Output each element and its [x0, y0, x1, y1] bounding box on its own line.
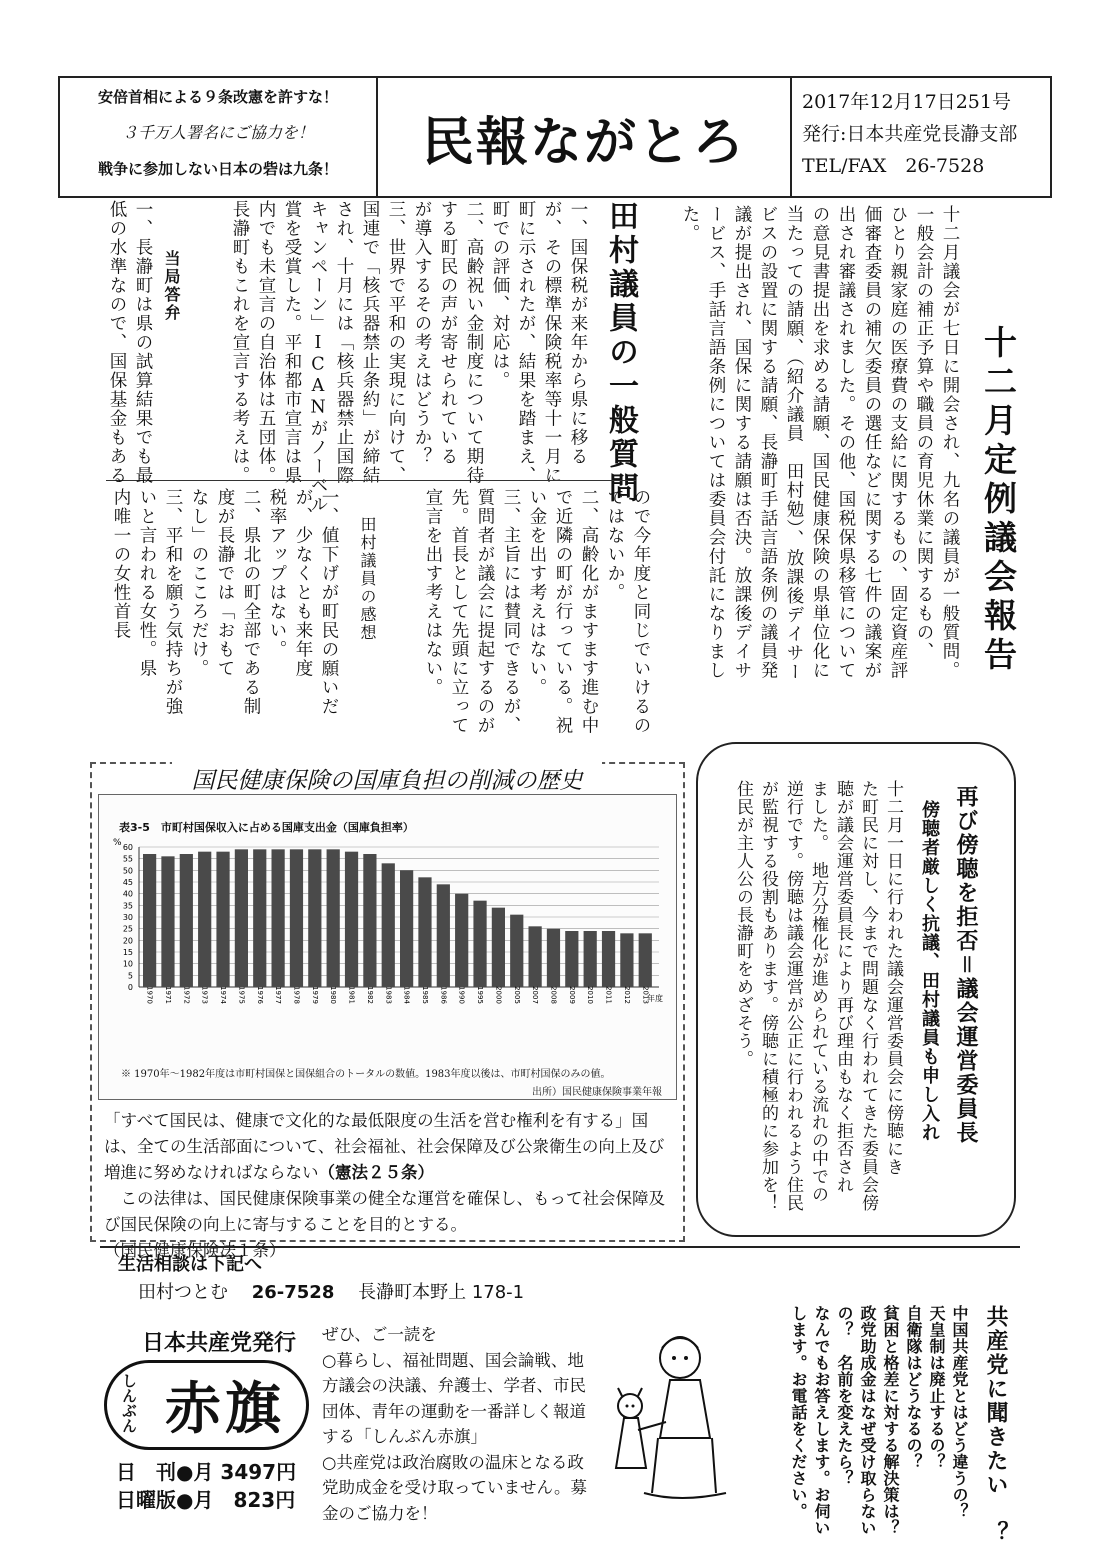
bar: [473, 901, 486, 987]
report-line: た。: [680, 205, 700, 243]
bar: [327, 849, 340, 987]
publisher: 発行:日本共産党長瀞支部: [802, 123, 1018, 145]
answer-heading: 当局答弁: [162, 250, 181, 322]
impression-line: が、少なくとも来年度: [293, 488, 313, 678]
qa-body: [787, 1305, 971, 1545]
impression-line: 度が長瀞では「おもて: [215, 488, 235, 678]
x-tick-label: 1970: [145, 986, 154, 1004]
akahata-logo-small: しんぶん: [120, 1373, 138, 1433]
report-line: の意見書提出を求める請願、国民健康保険の県単位化に: [810, 205, 830, 680]
report-line: 一般会計の補正予算や職員の育児休業に関するもの、: [914, 205, 934, 661]
answer-line: 低の水準なので、国保基金もある: [107, 200, 127, 485]
refusal-line: 聴が議会運営委員長により再び理由もなく拒否され: [833, 780, 853, 1194]
x-tick-label: 1981: [347, 986, 356, 1004]
y-tick-label: 55: [122, 854, 133, 864]
x-tick-label: 1983: [384, 986, 393, 1004]
refusal-line: 十二月一日に行われた議会運営委員会に傍聴にき: [883, 780, 903, 1176]
bottom-divider: [100, 1246, 1020, 1248]
consult-phone: 26-7528: [251, 1282, 335, 1303]
consult-info: [138, 1278, 524, 1304]
chart-section: [90, 762, 685, 1260]
report-line: 出され審議されました。その他、国税保県移管について: [836, 205, 856, 680]
x-tick-label: 2010: [586, 986, 595, 1004]
x-unit-label: 年度: [647, 994, 663, 1003]
y-tick-label: 60: [122, 843, 133, 852]
x-tick-label: 1973: [200, 986, 209, 1004]
chart-frame: [98, 794, 677, 1100]
y-tick-label: 25: [122, 924, 133, 934]
answer-line: ではないか。: [605, 488, 625, 602]
column-divider: [106, 480, 636, 481]
price-daily: 日 刊●月 3497円: [116, 1460, 297, 1484]
x-tick-label: 1980: [329, 986, 338, 1004]
akahata-prices: [116, 1458, 296, 1514]
refusal-line: ました。 地方分権化が進められている流れの中での: [808, 780, 828, 1204]
answer-line: 二、高齢化がますます進む中: [579, 488, 599, 735]
grandmother-child-illustration: [600, 1318, 740, 1508]
bar: [180, 854, 193, 987]
bar: [565, 931, 578, 987]
masthead-info: [792, 78, 1048, 196]
y-unit-label: %: [113, 838, 122, 848]
answer-line: 一、長瀞町は県の試算結果でも最: [133, 200, 153, 485]
impression-line: 内唯一の女性首長: [111, 488, 131, 640]
question-line: が導入するその考えはどうか？: [412, 200, 432, 466]
question-line: する町民の声が寄せられている: [438, 200, 458, 466]
x-tick-label: 2005: [512, 986, 521, 1004]
y-tick-label: 50: [122, 866, 133, 876]
bar: [455, 894, 468, 987]
consult-address: 長瀞町本野上 178-1: [358, 1282, 525, 1303]
x-tick-label: 2000: [494, 986, 503, 1004]
x-tick-label: 1985: [420, 986, 429, 1004]
answer-line: 宣言を出す考えはない。: [423, 488, 443, 697]
answer-line: 先。首長として先頭に立って: [449, 488, 469, 735]
bar: [143, 854, 156, 987]
y-tick-label: 15: [122, 948, 133, 957]
akahata-logo-big: 赤旗: [165, 1377, 285, 1442]
bar: [400, 870, 413, 987]
question-line: 町での評価、対応は。: [490, 200, 510, 390]
x-tick-label: 1975: [237, 986, 246, 1004]
tel-fax: TEL/FAX 26-7528: [802, 155, 985, 177]
bar: [253, 849, 266, 987]
qa-line: の？ 名前を変えたら？: [835, 1305, 854, 1487]
slogan-3: 戦争に参加しない日本の砦は九条！: [97, 160, 338, 178]
impression-line: いと言われる女性。県: [137, 488, 157, 678]
y-tick-label: 30: [122, 913, 133, 922]
y-tick-label: 0: [127, 983, 133, 992]
x-tick-label: 1984: [402, 986, 411, 1004]
report-line: 議が提出され、国保に関する請願は否決。放課後デイサ: [732, 205, 752, 680]
question-line: され、十月には「核兵器禁止国際: [334, 200, 354, 485]
question-line: 国連で「核兵器禁止条約」が締結: [360, 200, 380, 485]
question-line: 二、高齢祝い金制度について期待: [464, 200, 484, 485]
question-line: 一、国保税が来年から県に移る: [568, 200, 588, 466]
qa-line: 自衛隊はどうなるの？: [904, 1305, 923, 1470]
x-tick-label: 1972: [182, 986, 191, 1004]
x-tick-label: 1974: [219, 986, 228, 1004]
consult-name: 田村つとむ: [138, 1282, 228, 1303]
report-line: ビスの設置に関する請願、長瀞町手話言語条例の議員発: [758, 205, 778, 680]
refusal-body: [730, 780, 905, 1212]
article25-text: 「すべて国民は、健康で文化的な最低限度の生活を営む権利を有する」国は、全ての生活部面について、社会福祉、社会保障及び公衆衛生の向上及び増進に努めなければならない: [104, 1111, 665, 1182]
answer-line: い金を出す考えはない。: [527, 488, 547, 697]
bar: [363, 854, 376, 987]
chart-source: 出所）国民健康保険事業年報: [532, 1087, 662, 1098]
akahata-label: 日本共産党発行: [141, 1331, 296, 1356]
question-body: [227, 200, 591, 514]
x-tick-label: 1982: [365, 986, 374, 1004]
x-tick-label: 1979: [310, 986, 319, 1004]
x-tick-label: 2011: [604, 986, 613, 1004]
x-tick-label: 1986: [439, 986, 448, 1004]
bar: [620, 933, 633, 987]
x-tick-label: 1995: [476, 986, 485, 1004]
bar: [382, 863, 395, 987]
y-tick-label: 5: [127, 971, 133, 981]
qa-line: します。お電話をください。: [789, 1305, 808, 1520]
masthead: [58, 76, 1052, 198]
bar: [161, 856, 174, 987]
report-line: 十二月議会が七日に開会され、九名の議員が一般質問。: [940, 205, 960, 680]
x-tick-label: 1978: [292, 986, 301, 1004]
report-line: ひとり親家庭の医療費の支給に関するもの、固定資産評: [888, 205, 908, 680]
impression-line: 税率アップはない。: [267, 488, 287, 659]
chart-table-label: 表3-5 市町村国保収入に占める国庫支出金（国庫負担率）: [119, 821, 414, 834]
consult-heading: 生活相談は下記へ: [118, 1254, 262, 1275]
law-text: [104, 1108, 674, 1264]
slogan-1: 安倍首相による９条改憲を許すな！: [97, 88, 338, 106]
refusal-line: が監視する役割もあります。傍聴に積極的に参加を！: [758, 780, 778, 1212]
qa-line: 貧困と格差に対する解決策は？: [881, 1305, 900, 1536]
slogan-2: ３千万人署名にご協力を！: [121, 123, 314, 142]
issue-date: 2017年12月17日251号: [802, 91, 1011, 113]
refusal-title: 再び傍聴を拒否＝議会運営委員長: [953, 785, 978, 1145]
newspaper-title: 民報ながとろ: [421, 112, 746, 173]
answer-line: で近隣の町が行っている。祝: [553, 488, 573, 735]
impression-body: [108, 488, 342, 738]
x-tick-label: 2007: [531, 986, 540, 1004]
qa-title: 共産党に聞きたい ？: [983, 1305, 1008, 1545]
x-tick-label: 1971: [163, 986, 172, 1004]
answer-line: ので今年度と同じでいけるの: [631, 488, 651, 735]
refusal-line: た町民に対し、今まで問題なく行われてきた委員会傍: [858, 780, 878, 1212]
y-tick-label: 10: [122, 959, 133, 969]
x-tick-label: 2008: [549, 986, 558, 1004]
chart-svg: [99, 835, 676, 1085]
question-line: 長瀞町もこれを宣言する考えは。: [230, 200, 250, 485]
bar: [235, 849, 248, 987]
bar: [584, 931, 597, 987]
akahata-promo: ぜひ、ご一読を ○暮らし、福祉問題、国会論戦、地方議会の決議、弁護士、学者、市民団体、青年の運動を一番詳しく報道する「しんぶん赤旗」 ○共産党は政治腐敗の温床となる政党助成金を受け取っていません。募金のご協力を！: [322, 1325, 587, 1523]
x-tick-label: 2009: [567, 986, 576, 1004]
qa-line: 中国共産党とはどう違うの？: [950, 1305, 969, 1520]
y-tick-label: 20: [122, 936, 133, 946]
question-line: 内でも未宣言の自治体は五団体。: [256, 200, 276, 485]
report-line: 価審査委員の補欠委員の選任などに関する七件の議案が: [862, 205, 882, 680]
report-line: ービス、手話言語条例については委員会付託になりまし: [706, 205, 726, 680]
x-tick-label: 1990: [457, 986, 466, 1004]
question-title: 田村議員の一般質問: [603, 200, 638, 506]
answer-line: 三、主旨には賛同できるが、: [501, 488, 521, 735]
qa-line: 政党助成金はなぜ受け取らない: [858, 1305, 877, 1536]
qa-line: 天皇制は廃止するの？: [927, 1305, 946, 1470]
masthead-title-cell: [378, 78, 792, 196]
bar: [272, 849, 285, 987]
answer-body-top: [104, 200, 156, 485]
answer-line: 質問者が議会に提起するのが: [475, 488, 495, 735]
impression-line: 二、県北の町全部である制: [241, 488, 261, 716]
y-tick-label: 45: [122, 878, 133, 887]
refusal-line: 逆行です。傍聴は議会運営が公正に行われるよう住民: [783, 780, 803, 1212]
y-tick-label: 40: [122, 889, 133, 899]
nhi-law-cite: （国民健康保険法１条）: [104, 1241, 286, 1260]
x-tick-label: 1976: [255, 986, 264, 1004]
impression-line: 一、値下げが町民の願いだ: [319, 488, 339, 716]
report-body: [677, 205, 963, 745]
impression-line: なし」のこころだけ。: [189, 488, 209, 678]
bar: [639, 933, 652, 987]
refusal-subtitle: 傍聴者厳しく抗議、田村議員も申し入れ: [919, 800, 940, 1142]
refusal-line: 住民が主人公の長瀞町をめざそう。: [733, 780, 753, 1068]
question-line: が、その標準保険税率等十一月に: [542, 200, 562, 485]
bar: [308, 849, 321, 987]
bar: [216, 852, 229, 987]
answer-body-bottom: [420, 488, 654, 738]
x-tick-label: 2013: [641, 986, 650, 1004]
bar: [529, 926, 542, 987]
masthead-slogans: [60, 78, 378, 196]
chart-footnote: ※ 1970年～1982年度は市町村国保と国保組合のトータルの数値。1983年度以後は、市町村国保のみの値。: [121, 1069, 611, 1080]
y-tick-label: 35: [122, 901, 133, 911]
bar: [290, 849, 303, 987]
bar: [345, 852, 358, 987]
price-sunday: 日曜版●月 823円: [116, 1488, 296, 1512]
bar: [198, 852, 211, 987]
nhi-law-text: この法律は、国民健康保険事業の健全な運営を確保し、もって社会保障及び国民保険の向上に寄与することを目的とする。: [104, 1189, 665, 1234]
bar: [510, 915, 523, 987]
report-title: 十二月定例議会報告: [979, 325, 1018, 676]
question-line: 町に示されたが、結果を踏まえ、: [516, 200, 536, 485]
x-tick-label: 2012: [622, 986, 631, 1004]
question-line: キャンペーン」ICANがノーベル: [308, 200, 328, 514]
qa-line: なんでもお答えします。お伺い: [812, 1305, 831, 1536]
bar: [418, 877, 431, 987]
impression-heading: 田村議員の感想: [358, 516, 377, 642]
chart-section-heading: 国民健康保険の国庫負担の削減の歴史: [172, 762, 602, 795]
bar: [547, 929, 560, 987]
article25-cite: （憲法２５条）: [318, 1163, 434, 1182]
impression-line: 三、平和を願う気持ちが強: [163, 488, 183, 716]
bar: [437, 884, 450, 987]
akahata-logo: [104, 1360, 309, 1450]
question-line: 賞を受賞した。平和都市宣言は県: [282, 200, 302, 485]
bar: [492, 908, 505, 987]
report-line: 当たっての請願、（紹介議員 田村勉）、放課後デイサー: [784, 205, 804, 682]
bar: [602, 931, 615, 987]
question-line: 三、世界で平和の実現に向けて、: [386, 200, 406, 485]
x-tick-label: 1977: [274, 986, 283, 1004]
